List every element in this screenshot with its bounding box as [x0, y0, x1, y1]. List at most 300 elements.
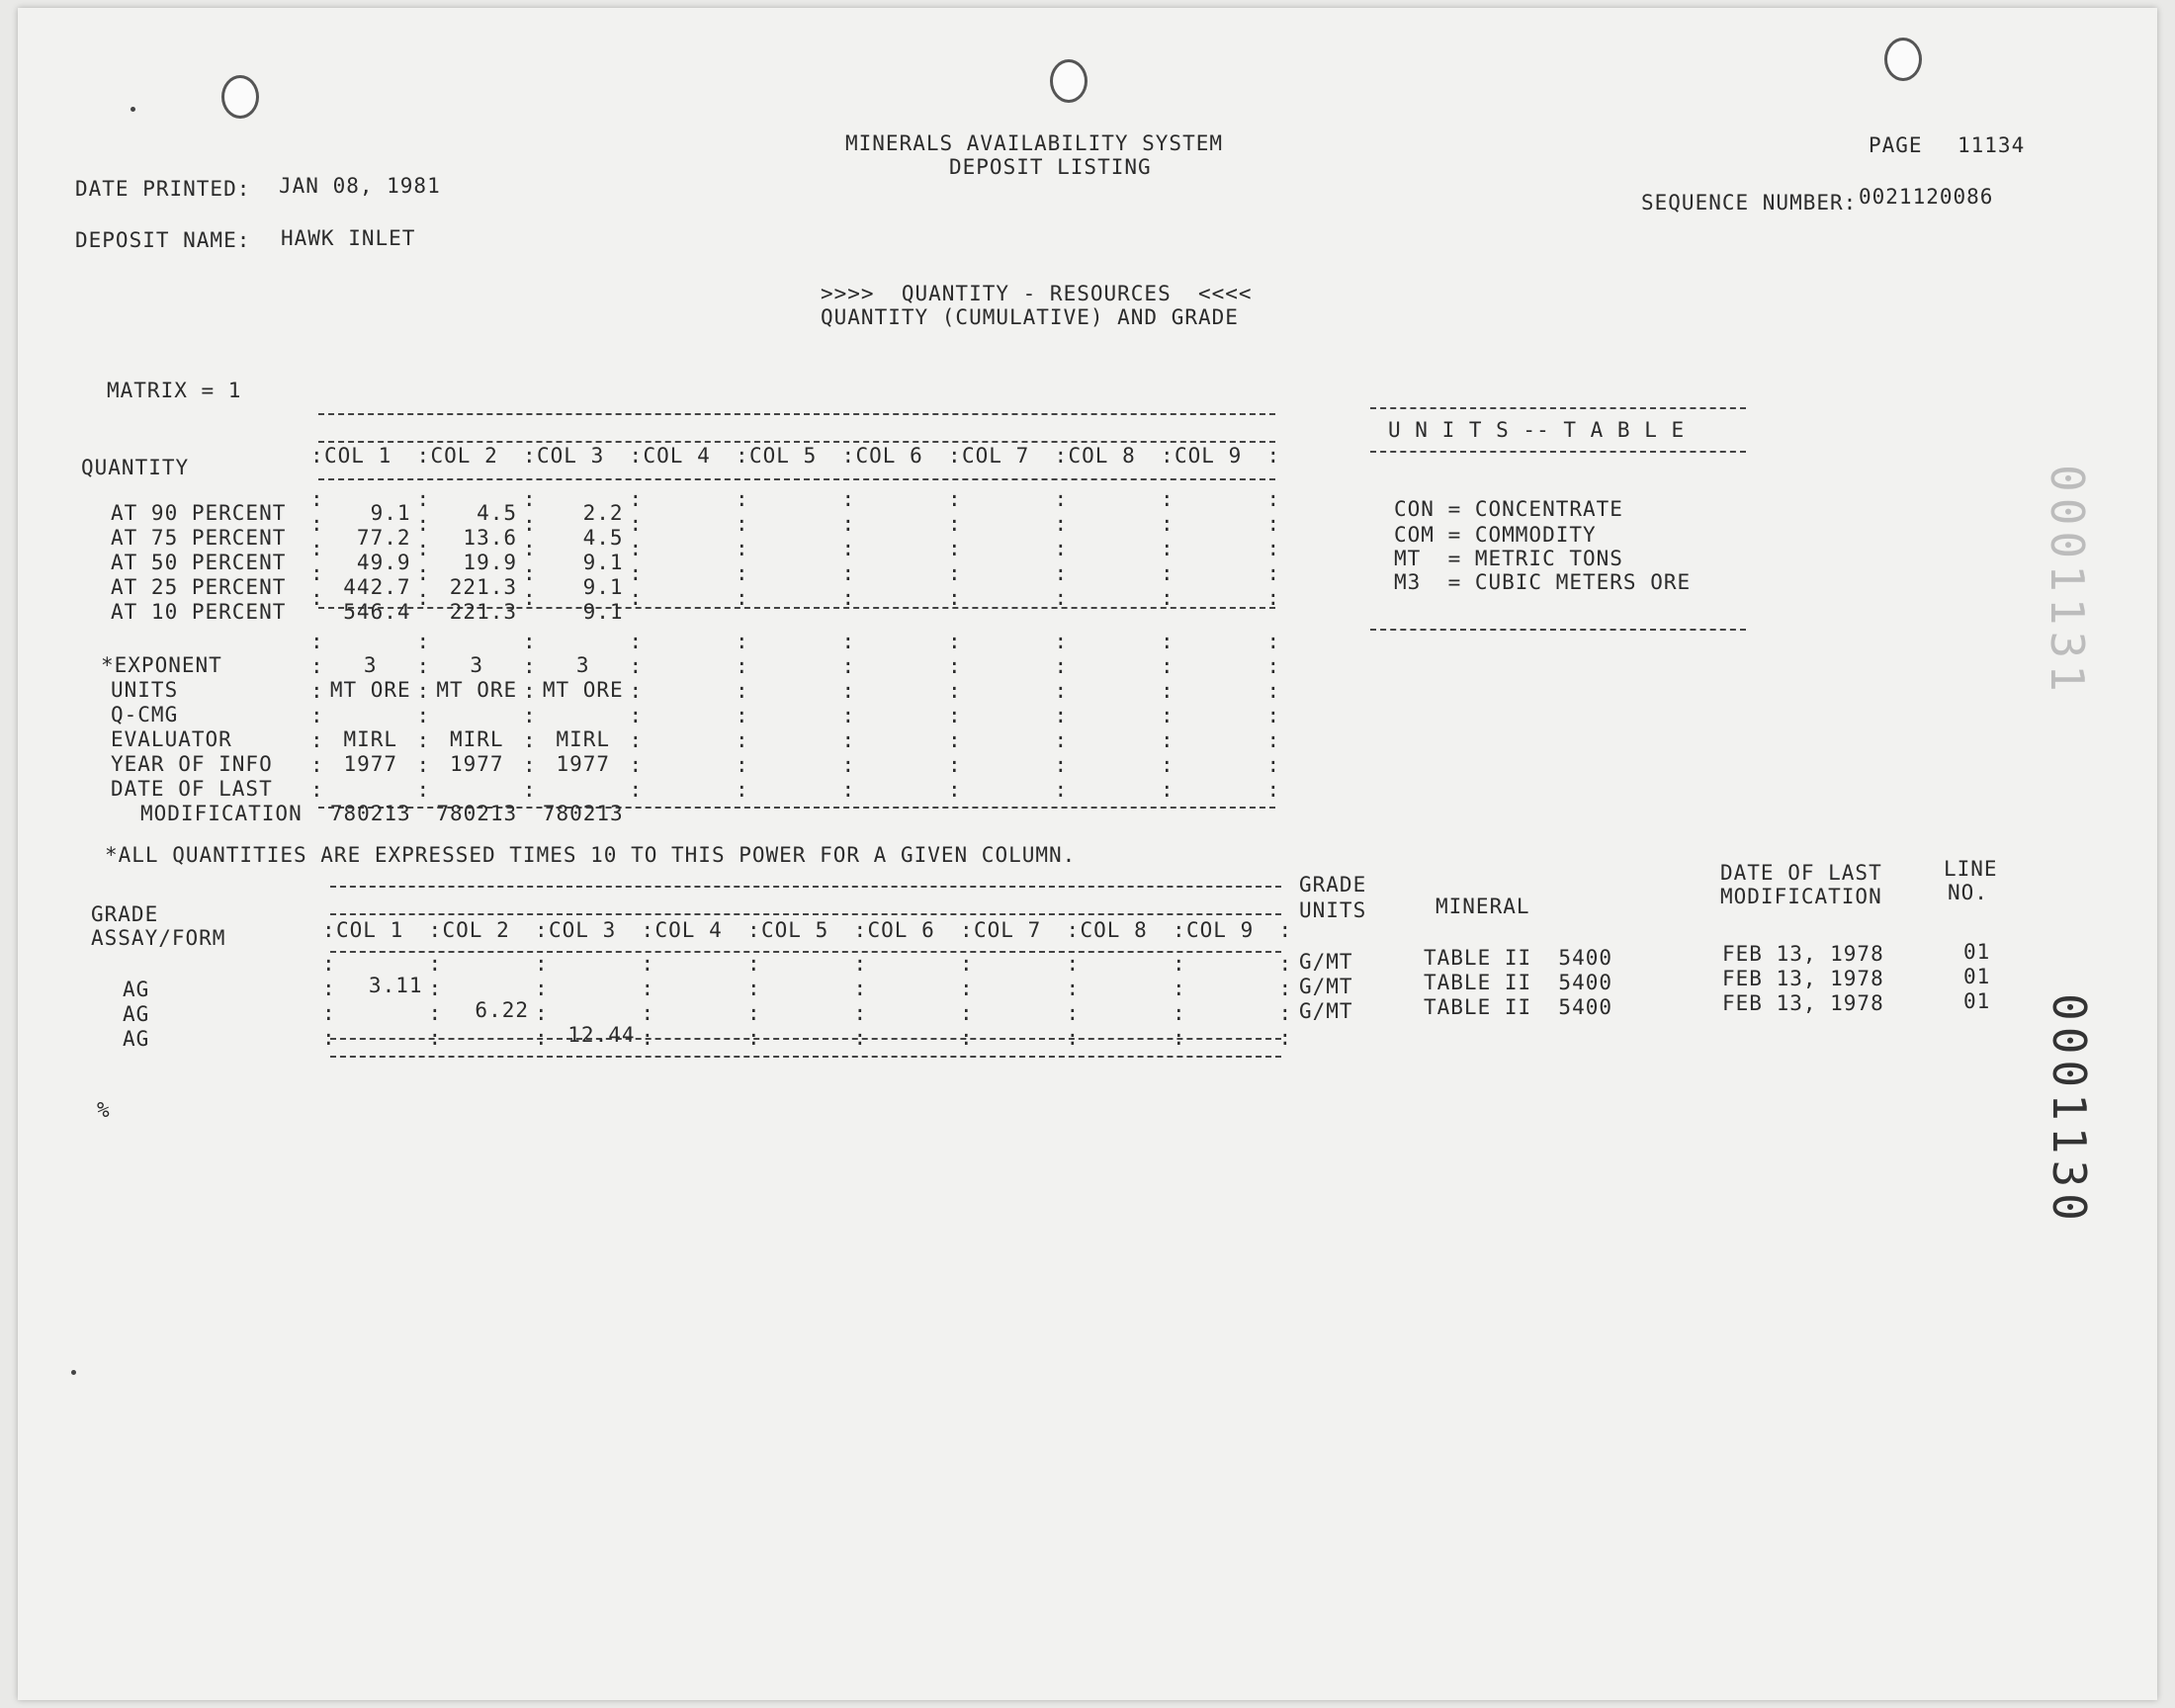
column-separator: : [736, 704, 749, 727]
line-number-header: LINE [1944, 857, 1998, 881]
page-label: PAGE [1869, 133, 1923, 157]
column-separator: : [1278, 1001, 1293, 1025]
quantity-cell: 221.3 [449, 600, 517, 624]
column-separator: : [948, 728, 962, 752]
units-entry: CON = CONCENTRATE [1394, 497, 1623, 521]
column-separator: : [1054, 704, 1069, 727]
quantity-meta-cell: MIRL [343, 727, 398, 751]
column-separator: : [841, 630, 856, 653]
column-separator: : [416, 630, 431, 653]
column-separator: : [416, 753, 431, 777]
grade-row-label: AG [123, 1002, 150, 1026]
column-separator: : [641, 918, 655, 942]
column-separator: : [629, 728, 644, 752]
quantity-meta-cell: 780213 [436, 802, 518, 825]
quantity-meta-cell: 1977 [556, 752, 611, 776]
column-separator: : [416, 444, 431, 468]
column-separator: : [523, 537, 537, 560]
column-separator: : [1266, 778, 1281, 802]
column-separator: : [736, 586, 749, 610]
column-separator: : [428, 952, 443, 976]
grade-column-header: COL 4 [654, 918, 723, 942]
quantity-meta-label: UNITS [111, 678, 179, 702]
modification-header: MODIFICATION [1720, 885, 1882, 908]
units-table-bottom-rule [1370, 629, 1746, 631]
column-separator: : [629, 679, 644, 703]
column-separator: : [841, 654, 856, 678]
column-separator: : [1266, 753, 1281, 777]
quantity-cell: 9.1 [582, 600, 624, 624]
column-separator: : [1266, 487, 1281, 511]
quantity-meta-label: DATE OF LAST [111, 777, 273, 801]
column-separator: : [523, 728, 537, 752]
grade-cell: 3.11 [368, 974, 423, 997]
column-separator: : [960, 918, 974, 942]
column-separator: : [523, 753, 537, 777]
column-separator: : [747, 918, 761, 942]
grade-modification-date: FEB 13, 1978 [1722, 991, 1884, 1015]
column-separator: : [841, 704, 856, 727]
column-separator: : [736, 561, 749, 585]
column-separator: : [416, 561, 431, 585]
column-separator: : [841, 444, 856, 468]
date-printed-label: DATE PRINTED: [75, 177, 251, 201]
column-separator: : [310, 679, 324, 703]
grade-line-number: 01 [1963, 940, 1991, 964]
column-separator: : [523, 630, 537, 653]
column-separator: : [629, 444, 644, 468]
grade-column-header: COL 9 [1186, 918, 1255, 942]
section-subtitle: QUANTITY (CUMULATIVE) AND GRADE [821, 305, 1239, 329]
column-separator: : [523, 704, 537, 727]
deposit-name-label: DEPOSIT NAME: [75, 228, 251, 252]
column-separator: : [428, 1026, 443, 1050]
column-separator: : [1173, 952, 1186, 976]
grade-column-header: COL 3 [549, 918, 617, 942]
column-separator: : [853, 1001, 868, 1025]
grade-column-header: COL 5 [761, 918, 829, 942]
grade-units-header: GRADE [1299, 873, 1367, 897]
column-separator: : [948, 679, 962, 703]
grade-row-label: AG [123, 1027, 150, 1051]
column-separator: : [948, 487, 962, 511]
column-separator: : [1054, 537, 1069, 560]
column-separator: : [310, 512, 324, 536]
column-separator: : [535, 918, 549, 942]
units-entry: COM = COMMODITY [1394, 523, 1597, 547]
column-separator: : [1054, 561, 1069, 585]
quantity-meta-cell: 780213 [329, 802, 411, 825]
quantity-footnote: *ALL QUANTITIES ARE EXPRESSED TIMES 10 TO THIS POWER FOR A GIVEN COLUMN. [105, 843, 1077, 867]
column-separator: : [416, 728, 431, 752]
column-separator: : [736, 778, 749, 802]
column-separator: : [523, 561, 537, 585]
column-separator: : [1161, 537, 1174, 560]
column-separator: : [310, 778, 324, 802]
column-separator: : [1278, 977, 1293, 1000]
grade-units: G/MT [1299, 999, 1353, 1023]
column-separator: : [1054, 728, 1069, 752]
quantity-meta-cell: 3 [363, 653, 378, 677]
column-separator: : [948, 753, 962, 777]
grade-row-label: AG [123, 978, 150, 1001]
column-separator: : [416, 487, 431, 511]
grade-cell: 6.22 [475, 998, 529, 1022]
column-separator: : [1173, 918, 1186, 942]
column-separator: : [310, 704, 324, 727]
column-separator: : [629, 630, 644, 653]
column-separator: : [629, 753, 644, 777]
grade-table-rule [330, 951, 1281, 953]
quantity-cell: 442.7 [343, 575, 411, 599]
grade-units-header: UNITS [1299, 898, 1367, 922]
grade-column-header: COL 2 [442, 918, 510, 942]
units-entry: MT = METRIC TONS [1394, 547, 1623, 570]
quantity-meta-label: *EXPONENT [101, 653, 222, 677]
column-separator: : [1054, 654, 1069, 678]
quantity-column-header: COL 6 [855, 444, 923, 468]
system-title: MINERALS AVAILABILITY SYSTEM [845, 131, 1224, 155]
column-separator: : [853, 1026, 868, 1050]
column-separator: : [1173, 977, 1186, 1000]
quantity-column-header: COL 3 [537, 444, 605, 468]
column-separator: : [841, 778, 856, 802]
column-separator: : [629, 487, 644, 511]
column-separator: : [1266, 561, 1281, 585]
grade-units: G/MT [1299, 950, 1353, 974]
column-separator: : [1161, 728, 1174, 752]
end-mark: % [97, 1098, 111, 1122]
column-separator: : [641, 977, 655, 1000]
column-separator: : [1266, 444, 1281, 468]
column-separator: : [1266, 630, 1281, 653]
column-separator: : [1161, 679, 1174, 703]
column-separator: : [1266, 679, 1281, 703]
column-separator: : [960, 1001, 974, 1025]
column-separator: : [736, 487, 749, 511]
column-separator: : [535, 952, 549, 976]
column-separator: : [1173, 1026, 1186, 1050]
quantity-table-rule [318, 413, 1275, 415]
quantity-meta-cell: MT ORE [542, 678, 624, 702]
column-separator: : [416, 586, 431, 610]
assay-form-label: ASSAY/FORM [91, 926, 226, 950]
column-separator: : [1266, 704, 1281, 727]
column-separator: : [523, 444, 537, 468]
column-separator: : [416, 704, 431, 727]
quantity-meta-cell: 3 [575, 653, 590, 677]
grade-line-number: 01 [1963, 989, 1991, 1013]
quantity-row-label: AT 75 PERCENT [111, 526, 287, 550]
grade-mineral: TABLE II 5400 [1424, 946, 1613, 970]
column-separator: : [322, 1026, 336, 1050]
grade-modification-date: FEB 13, 1978 [1722, 942, 1884, 966]
margin-speck [130, 107, 135, 112]
column-separator: : [416, 778, 431, 802]
column-separator: : [1054, 444, 1069, 468]
matrix-label: MATRIX = 1 [107, 379, 242, 402]
column-separator: : [322, 918, 336, 942]
column-separator: : [736, 654, 749, 678]
column-separator: : [841, 679, 856, 703]
column-separator: : [1161, 586, 1174, 610]
column-separator: : [1278, 1026, 1293, 1050]
quantity-column-header: COL 2 [430, 444, 498, 468]
section-title: >>>> QUANTITY - RESOURCES <<<< [821, 282, 1253, 305]
column-separator: : [322, 1001, 336, 1025]
column-separator: : [1266, 512, 1281, 536]
column-separator: : [1173, 1001, 1186, 1025]
quantity-cell: 9.1 [582, 575, 624, 599]
column-separator: : [629, 537, 644, 560]
mineral-header: MINERAL [1436, 895, 1530, 918]
quantity-meta-label: YEAR OF INFO [111, 752, 273, 776]
column-separator: : [310, 487, 324, 511]
grade-table-rule [330, 886, 1281, 888]
column-separator: : [841, 487, 856, 511]
quantity-meta-cell: MIRL [449, 727, 504, 751]
column-separator: : [736, 537, 749, 560]
column-separator: : [948, 630, 962, 653]
column-separator: : [523, 654, 537, 678]
column-separator: : [1161, 654, 1174, 678]
grade-line-number: 01 [1963, 965, 1991, 988]
column-separator: : [960, 977, 974, 1000]
column-separator: : [853, 918, 868, 942]
column-separator: : [523, 512, 537, 536]
column-separator: : [416, 654, 431, 678]
column-separator: : [1054, 679, 1069, 703]
quantity-column-header: COL 9 [1174, 444, 1243, 468]
column-separator: : [1266, 728, 1281, 752]
quantity-cell: 221.3 [449, 575, 517, 599]
quantity-row-label: AT 90 PERCENT [111, 501, 287, 525]
column-separator: : [523, 487, 537, 511]
column-separator: : [1066, 918, 1081, 942]
punch-hole-left [221, 75, 259, 119]
page-stamp-lower: 0001130 [2043, 993, 2096, 1227]
column-separator: : [960, 952, 974, 976]
margin-speck [71, 1370, 76, 1375]
column-separator: : [841, 728, 856, 752]
column-separator: : [1161, 753, 1174, 777]
quantity-cell: 546.4 [343, 600, 411, 624]
column-separator: : [310, 753, 324, 777]
quantity-column-header: COL 4 [643, 444, 711, 468]
column-separator: : [322, 952, 336, 976]
column-separator: : [523, 778, 537, 802]
quantity-meta-cell: MT ORE [329, 678, 411, 702]
quantity-cell: 77.2 [356, 526, 411, 550]
quantity-cell: 4.5 [582, 526, 624, 550]
column-separator: : [629, 561, 644, 585]
grade-column-header: COL 8 [1080, 918, 1148, 942]
quantity-cell: 9.1 [370, 501, 411, 525]
quantity-cell: 19.9 [463, 551, 517, 574]
column-separator: : [1066, 977, 1081, 1000]
grade-label: GRADE [91, 902, 159, 926]
column-separator: : [535, 1001, 549, 1025]
grade-modification-date: FEB 13, 1978 [1722, 967, 1884, 990]
date-of-last-header: DATE OF LAST [1720, 861, 1882, 885]
column-separator: : [1266, 586, 1281, 610]
column-separator: : [948, 444, 962, 468]
date-printed: JAN 08, 1981 [279, 174, 441, 198]
column-separator: : [736, 728, 749, 752]
column-separator: : [948, 586, 962, 610]
column-separator: : [1066, 952, 1081, 976]
column-separator: : [428, 977, 443, 1000]
punch-hole-center [1050, 59, 1088, 103]
column-separator: : [310, 630, 324, 653]
column-separator: : [428, 1001, 443, 1025]
quantity-meta-cell: MT ORE [436, 678, 518, 702]
column-separator: : [1278, 952, 1293, 976]
sequence-label: SEQUENCE NUMBER: [1641, 191, 1858, 214]
quantity-label: QUANTITY [81, 456, 190, 479]
column-separator: : [523, 679, 537, 703]
page-number: 11134 [1958, 133, 2026, 157]
units-entry: M3 = CUBIC METERS ORE [1394, 570, 1692, 594]
quantity-column-header: COL 1 [324, 444, 392, 468]
column-separator: : [1161, 444, 1174, 468]
column-separator: : [1066, 1001, 1081, 1025]
column-separator: : [523, 586, 537, 610]
quantity-meta-cell: MIRL [556, 727, 611, 751]
grade-cell: 12.44 [567, 1023, 636, 1047]
column-separator: : [1054, 753, 1069, 777]
quantity-column-header: COL 8 [1068, 444, 1136, 468]
quantity-meta-label: MODIFICATION [140, 802, 303, 825]
column-separator: : [736, 444, 749, 468]
column-separator: : [853, 977, 868, 1000]
units-table-top-rule [1370, 407, 1746, 409]
quantity-meta-cell: 1977 [449, 752, 504, 776]
quantity-row-label: AT 10 PERCENT [111, 600, 287, 624]
column-separator: : [1161, 630, 1174, 653]
column-separator: : [948, 537, 962, 560]
line-number-header: NO. [1948, 881, 1988, 904]
quantity-column-header: COL 5 [749, 444, 818, 468]
quantity-meta-label: Q-CMG [111, 703, 179, 726]
column-separator: : [736, 512, 749, 536]
quantity-cell: 9.1 [582, 551, 624, 574]
grade-mineral: TABLE II 5400 [1424, 995, 1613, 1019]
grade-table-rule [330, 1038, 1281, 1040]
column-separator: : [1054, 487, 1069, 511]
column-separator: : [310, 586, 324, 610]
quantity-table-rule [318, 478, 1275, 480]
grade-column-header: COL 7 [974, 918, 1042, 942]
quantity-row-label: AT 50 PERCENT [111, 551, 287, 574]
column-separator: : [322, 977, 336, 1000]
column-separator: : [1161, 778, 1174, 802]
column-separator: : [747, 1026, 761, 1050]
column-separator: : [736, 630, 749, 653]
column-separator: : [641, 1001, 655, 1025]
column-separator: : [1054, 512, 1069, 536]
column-separator: : [641, 1026, 655, 1050]
column-separator: : [1266, 654, 1281, 678]
column-separator: : [629, 512, 644, 536]
grade-mineral: TABLE II 5400 [1424, 971, 1613, 994]
column-separator: : [310, 654, 324, 678]
quantity-cell: 4.5 [477, 501, 517, 525]
quantity-cell: 49.9 [356, 551, 411, 574]
column-separator: : [747, 1001, 761, 1025]
column-separator: : [948, 778, 962, 802]
column-separator: : [948, 704, 962, 727]
column-separator: : [747, 977, 761, 1000]
column-separator: : [1266, 537, 1281, 560]
column-separator: : [1161, 487, 1174, 511]
grade-units: G/MT [1299, 975, 1353, 998]
column-separator: : [629, 704, 644, 727]
column-separator: : [416, 679, 431, 703]
quantity-cell: 13.6 [463, 526, 517, 550]
units-table-title: U N I T S -- T A B L E [1388, 418, 1686, 442]
quantity-meta-cell: 780213 [542, 802, 624, 825]
column-separator: : [1054, 778, 1069, 802]
column-separator: : [310, 561, 324, 585]
column-separator: : [841, 753, 856, 777]
grade-table-rule [330, 913, 1281, 915]
column-separator: : [948, 561, 962, 585]
column-separator: : [310, 537, 324, 560]
column-separator: : [310, 728, 324, 752]
punch-hole-right [1884, 38, 1922, 81]
page-stamp-upper: 0001131 [2041, 465, 2094, 698]
column-separator: : [853, 952, 868, 976]
column-separator: : [416, 512, 431, 536]
listing-title: DEPOSIT LISTING [949, 155, 1152, 179]
column-separator: : [841, 512, 856, 536]
column-separator: : [629, 778, 644, 802]
quantity-cell: 2.2 [582, 501, 624, 525]
deposit-name: HAWK INLET [281, 226, 416, 250]
column-separator: : [960, 1026, 974, 1050]
column-separator: : [629, 586, 644, 610]
column-separator: : [629, 654, 644, 678]
column-separator: : [1054, 630, 1069, 653]
column-separator: : [747, 952, 761, 976]
column-separator: : [1066, 1026, 1081, 1050]
grade-column-header: COL 1 [336, 918, 404, 942]
units-table-title-rule [1370, 451, 1746, 453]
column-separator: : [310, 444, 324, 468]
column-separator: : [416, 537, 431, 560]
column-separator: : [841, 537, 856, 560]
column-separator: : [948, 512, 962, 536]
column-separator: : [1278, 918, 1293, 942]
quantity-meta-cell: 3 [470, 653, 484, 677]
column-separator: : [736, 679, 749, 703]
column-separator: : [736, 753, 749, 777]
quantity-column-header: COL 7 [962, 444, 1030, 468]
quantity-row-label: AT 25 PERCENT [111, 575, 287, 599]
column-separator: : [535, 1026, 549, 1050]
sequence-number: 0021120086 [1859, 185, 1994, 209]
column-separator: : [841, 561, 856, 585]
column-separator: : [641, 952, 655, 976]
column-separator: : [1161, 561, 1174, 585]
column-separator: : [1161, 704, 1174, 727]
grade-table-rule [330, 1056, 1281, 1058]
column-separator: : [428, 918, 443, 942]
quantity-meta-label: EVALUATOR [111, 727, 232, 751]
grade-column-header: COL 6 [867, 918, 935, 942]
column-separator: : [948, 654, 962, 678]
